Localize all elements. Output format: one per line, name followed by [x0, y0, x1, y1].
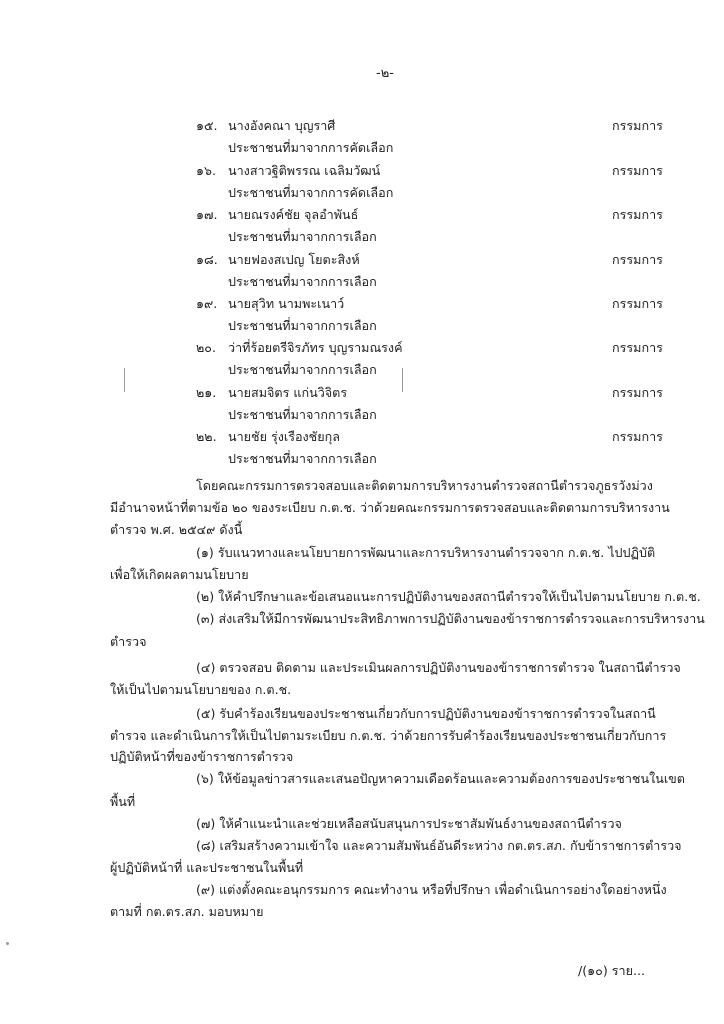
member-name: นายชัย รุ่งเรืองชัยกุล: [228, 429, 340, 444]
member-name: ว่าที่ร้อยตรีจิรภัทร บุญรามณรงค์: [228, 340, 403, 355]
member-no: ๒๑.: [196, 385, 217, 400]
member-role: กรรมการ: [612, 207, 663, 222]
member-role: กรรมการ: [612, 385, 663, 400]
scan-mark: [402, 368, 403, 392]
member-no: ๒๐.: [196, 340, 216, 355]
duty-line: (๒) ให้คำปรึกษาและข้อเสนอแนะการปฏิบัติงานของสถานีตำรวจให้เป็นไปตามนโยบาย ก.ต.ช.: [196, 589, 701, 604]
member-source: ประชาชนที่มาจากการเลือก: [228, 229, 377, 244]
duty-line: ตำรวจ: [110, 634, 147, 649]
member-name: นางสาวฐิติพรรณ เฉลิมวัฒน์: [228, 163, 381, 178]
duty-line: เพื่อให้เกิดผลตามนโยบาย: [110, 567, 249, 582]
member-role: กรรมการ: [612, 252, 663, 267]
duty-line: (๙) แต่งตั้งคณะอนุกรรมการ คณะทำงาน หรือที่ปรึกษา เพื่อดำเนินการอย่างใดอย่างหนึ่ง: [196, 882, 667, 897]
intro-line: มีอำนาจหน้าที่ตามข้อ ๒๐ ของระเบียบ ก.ต.ช. ว่าด้วยคณะกรรมการตรวจสอบและติดตามการบริหารงาน: [110, 500, 670, 515]
duty-line: ตามที่ กต.ตร.สภ. มอบหมาย: [110, 904, 264, 919]
page-number: -๒-: [376, 66, 394, 81]
member-role: กรรมการ: [612, 118, 663, 133]
member-role: กรรมการ: [612, 340, 663, 355]
member-role: กรรมการ: [612, 429, 663, 444]
scan-mark: [6, 942, 9, 945]
duty-line: (๖) ให้ข้อมูลข่าวสารและเสนอปัญหาความเดือดร้อนและความต้องการของประชาชนในเขต: [196, 771, 685, 786]
intro-line: โดยคณะกรรมการตรวจสอบและติดตามการบริหารงานตำรวจสถานีตำรวจภูธรวังม่วง: [196, 478, 653, 493]
duty-line: (๔) ตรวจสอบ ติดตาม และประเมินผลการปฏิบัติงานของข้าราชการตำรวจ ในสถานีตำรวจ: [196, 660, 681, 675]
member-source: ประชาชนที่มาจากการคัดเลือก: [228, 185, 394, 200]
member-name: นายสมจิตร แก่นวิจิตร: [228, 385, 348, 400]
member-name: นายณรงค์ชัย จุลอำพันธ์: [228, 207, 359, 222]
duty-line: ตำรวจ และดำเนินการให้เป็นไปตามระเบียบ ก.ต.ช. ว่าด้วยการรับคำร้องเรียนของประชาชนเกี่ยวกับการ: [110, 728, 667, 743]
duty-line: พื้นที่: [110, 794, 136, 809]
member-source: ประชาชนที่มาจากการเลือก: [228, 451, 377, 466]
duty-line: (๗) ให้คำแนะนำและช่วยเหลือสนับสนุนการประชาสัมพันธ์งานของสถานีตำรวจ: [196, 816, 622, 831]
continuation-note: /(๑๐) ราย...: [578, 963, 645, 978]
member-no: ๑๙.: [196, 296, 218, 311]
member-name: นายฟองสเปญ โยตะสิงห์: [228, 252, 360, 267]
member-no: ๑๘.: [196, 252, 218, 267]
member-no: ๑๕.: [196, 118, 218, 133]
duty-line: ผู้ปฏิบัติหน้าที่ และประชาชนในพื้นที่: [110, 860, 304, 875]
member-role: กรรมการ: [612, 163, 663, 178]
member-no: ๒๒.: [196, 429, 217, 444]
member-source: ประชาชนที่มาจากการคัดเลือก: [228, 140, 394, 155]
member-source: ประชาชนที่มาจากการเลือก: [228, 274, 377, 289]
member-name: นายสุวิท นามพะเนาว์: [228, 296, 345, 311]
duty-line: (๑) รับแนวทางและนโยบายการพัฒนาและการบริหารงานตำรวจจาก ก.ต.ช. ไปปฏิบัติ: [196, 545, 656, 560]
member-source: ประชาชนที่มาจากการเลือก: [228, 318, 377, 333]
member-source: ประชาชนที่มาจากการเลือก: [228, 362, 377, 377]
intro-line: ตำรวจ พ.ศ. ๒๕๔๙ ดังนี้: [110, 522, 243, 537]
duty-line: (๕) รับคำร้องเรียนของประชาชนเกี่ยวกับการปฏิบัติงานของข้าราชการตำรวจในสถานี: [196, 706, 656, 721]
member-source: ประชาชนที่มาจากการเลือก: [228, 407, 377, 422]
duty-line: (๓) ส่งเสริมให้มีการพัฒนาประสิทธิภาพการปฏิบัติงานของข้าราชการตำรวจและการบริหารงาน: [196, 611, 705, 626]
duty-line: ให้เป็นไปตามนโยบายของ ก.ต.ช.: [110, 682, 292, 697]
member-no: ๑๖.: [196, 163, 216, 178]
scan-mark: [124, 368, 125, 392]
duty-line: ปฏิบัติหน้าที่ของข้าราชการตำรวจ: [110, 749, 294, 764]
duty-line: (๘) เสริมสร้างความเข้าใจ และความสัมพันธ์อันดีระหว่าง กต.ตร.สภ. กับข้าราชการตำรวจ: [196, 838, 682, 853]
member-name: นางอังคณา บุญราศี: [228, 118, 336, 133]
member-no: ๑๗.: [196, 207, 218, 222]
member-role: กรรมการ: [612, 296, 663, 311]
